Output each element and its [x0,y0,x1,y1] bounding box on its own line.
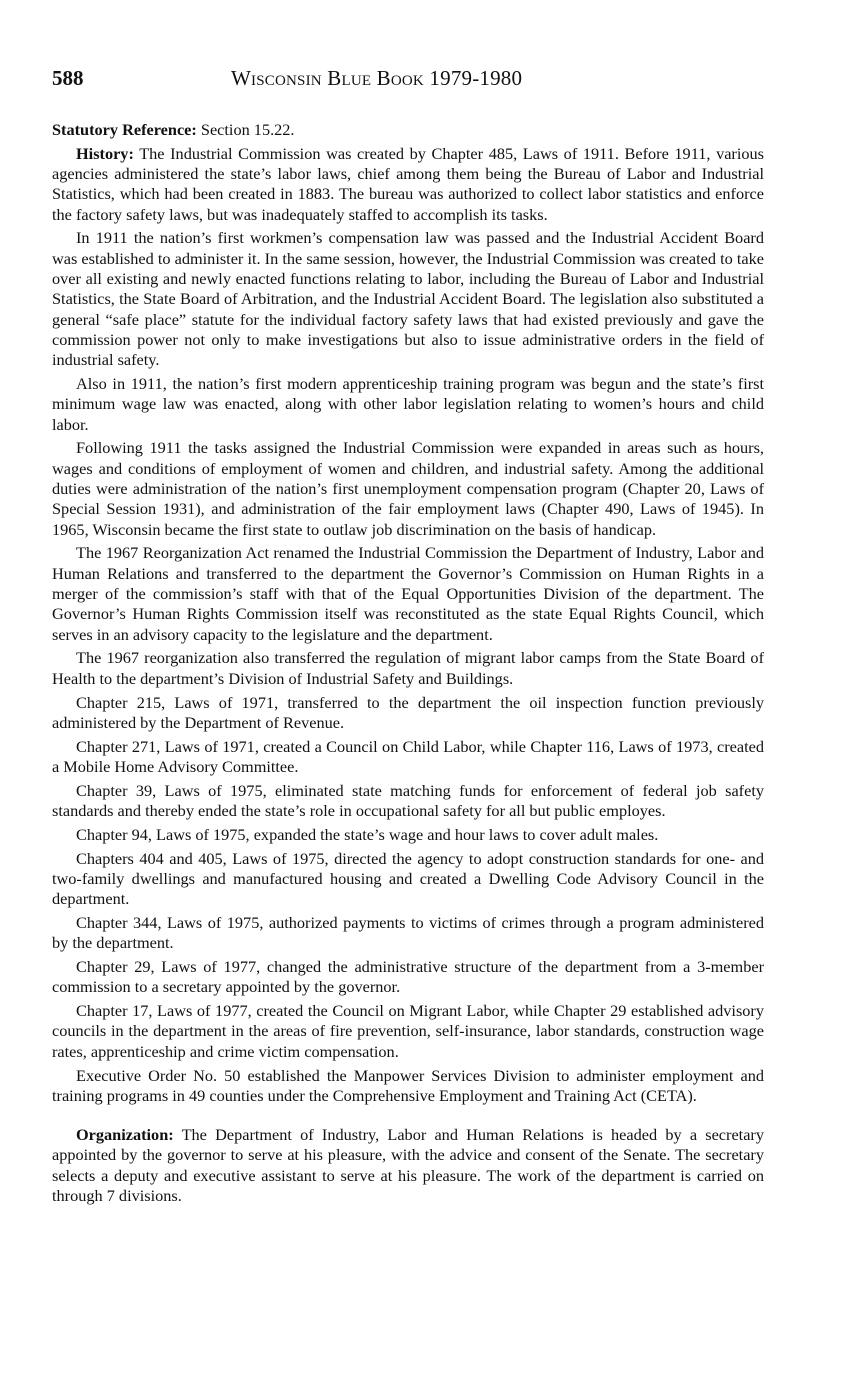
organization-text: The Department of Industry, Labor and Human Relations is headed by a secretary appointed by the governor to serve at his pleasure, with the advice and consent of the Senate. The secretary selects a deputy and executive assistant to serve at his pleasure. The work of the department is carried on through 7 divisions. [52,1125,764,1206]
paragraph-chapter-271: Chapter 271, Laws of 1971, created a Council on Child Labor, while Chapter 116, Laws of 1973, created a Mobile Home Advisory Committee. [52,736,764,776]
paragraph-migrant-labor-camps: The 1967 reorganization also transferred the regulation of migrant labor camps from the State Board of Health to the department’s Division of Industrial Safety and Buildings. [52,648,764,688]
history-paragraph [52,144,764,225]
paragraph-executive-order-50: Executive Order No. 50 established the Manpower Services Division to administer employment and training programs in 49 counties under the Comprehensive Employment and Training Act (CETA). [52,1065,764,1105]
paragraph-workmens-compensation: In 1911 the nation’s first workmen’s compensation law was passed and the Industrial Accident Board was established to administer it. In the same session, however, the Industrial Commission was created to take over all existing and newly enacted functions relating to labor, including the Bureau of Labor and Industrial Statistics, the State Board of Arbitration, and the Industrial Accident Board. The legislation also substituted a general “safe place” statute for the individual factory safety laws that had existed previously and gave the commission power not only to make investigations but also to issue administrative orders in the field of industrial safety. [52,228,764,370]
page-header [52,66,772,96]
running-title: Wisconsin Blue Book 1979-1980 [231,66,523,90]
paragraph-chapter-39: Chapter 39, Laws of 1975, eliminated state matching funds for enforcement of federal job safety standards and thereby ended the state’s role in occupational safety for all but public employes. [52,780,764,820]
paragraph-apprenticeship: Also in 1911, the nation’s first modern apprenticeship training program was begun and the state’s first minimum wage law was enacted, along with other labor legislation relating to women’s hours and child labor. [52,374,764,434]
organization-paragraph [52,1125,764,1206]
body-text [52,120,764,1210]
paragraph-chapter-29: Chapter 29, Laws of 1977, changed the administrative structure of the department from a 3-member commission to a secretary appointed by the governor. [52,957,764,997]
statutory-reference [52,120,764,140]
paragraph-chapter-94: Chapter 94, Laws of 1975, expanded the state’s wage and hour laws to cover adult males. [76,824,659,844]
paragraph-chapter-17: Chapter 17, Laws of 1977, created the Council on Migrant Labor, while Chapter 29 established advisory councils in the department in the areas of fire prevention, self-insurance, labor standards, construction wage rates, apprenticeship and crime victim compensation. [52,1001,764,1061]
paragraph-following-1911: Following 1911 the tasks assigned the Industrial Commission were expanded in areas such as hours, wages and conditions of employment of women and children, and industrial safety. Among the additional duties were administration of the nation’s first unemployment compensation program (Chapter 20, Laws of Special Session 1931), and administration of the fair employment laws (Chapter 490, Laws of 1945). In 1965, Wisconsin became the first state to outlaw job discrimination on the basis of handicap. [52,438,764,539]
paragraph-reorganization-act: The 1967 Reorganization Act renamed the Industrial Commission the Department of Industry, Labor and Human Relations and transferred to the department the Governor’s Commission on Human Rights in a merger of the commission’s staff with that of the Equal Opportunities Division of the department. The Governor’s Human Rights Commission itself was reconstituted as the state Equal Rights Council, which serves in an advisory capacity to the legislature and the department. [52,543,764,644]
statutory-reference-label: Statutory Reference: [52,120,197,139]
paragraph-chapter-344: Chapter 344, Laws of 1975, authorized payments to victims of crimes through a program administered by the department. [52,912,764,953]
history-label: History: [76,143,134,163]
paragraph-chapter-215: Chapter 215, Laws of 1971, transferred to the department the oil inspection function previously administered by the Department of Revenue. [52,692,764,732]
page-number: 588 [52,66,84,90]
statutory-reference-text: Section 15.22. [196,120,295,139]
paragraph-chapters-404-405: Chapters 404 and 405, Laws of 1975, directed the agency to adopt construction standards for one- and two-family dwellings and manufactured housing and created a Dwelling Code Advisory Council in the department. [52,848,764,909]
organization-label: Organization: [76,1125,174,1145]
history-text: The Industrial Commission was created by Chapter 485, Laws of 1911. Before 1911, various agencies administered the state’s labor laws, chief among them being the Bureau of Labor and Industrial Statistics, which had been created in 1883. The bureau was authorized to collect labor statistics and enforce the factory safety laws, but was inadequately staffed to accomplish its tasks. [52,143,764,224]
